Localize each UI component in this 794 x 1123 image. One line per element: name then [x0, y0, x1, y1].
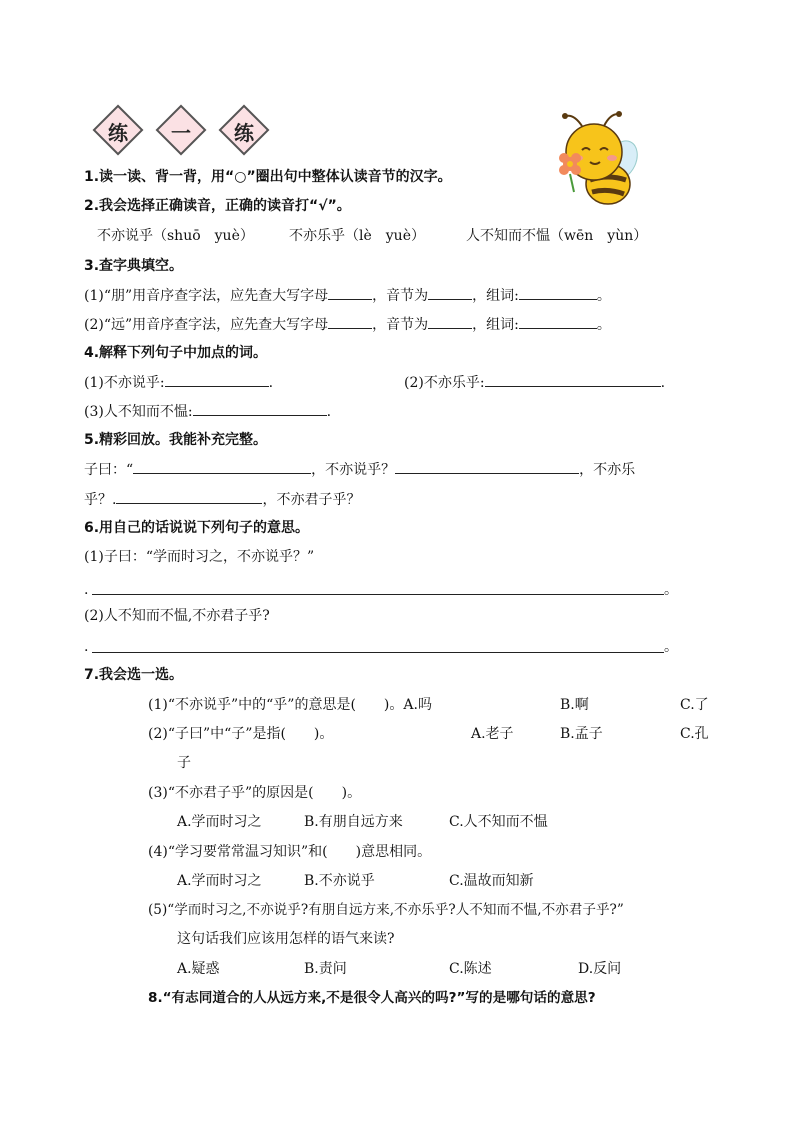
q4-item-3	[84, 401, 331, 422]
q7-5-opt-b: B.责问	[304, 961, 347, 977]
header-char-2: 一	[171, 121, 191, 145]
q7-title: 7.我会选一选。	[84, 667, 184, 683]
bee-icon	[548, 108, 644, 212]
q7-5-opt-c: C.陈述	[449, 961, 492, 977]
q5-2a: 乎？.	[84, 492, 117, 508]
q7-3-opt-b: B.有朋自远方来	[304, 814, 403, 830]
q7-3-opt-a: A.学而时习之	[177, 814, 262, 830]
q7-2-opt-a: A.老子	[471, 726, 514, 742]
q5-blank-2[interactable]	[395, 459, 579, 474]
q3-1-text: (1)“朋”用音序查字法，应先查大写字母	[84, 288, 329, 304]
q1-title: 1.读一读、背一背，用“○”圈出句中整体认读音节的汉字。	[84, 169, 452, 185]
q6-title: 6.用自己的话说说下列句子的意思。	[84, 520, 310, 536]
q5-2b: ，不亦君子乎？	[262, 492, 361, 508]
q3-2-end: 。	[596, 317, 611, 333]
q6-answer-line-2[interactable]	[92, 652, 664, 653]
q4-1-label: (1)不亦说乎:	[84, 375, 165, 391]
q3-2-blank-word[interactable]	[519, 314, 597, 329]
q7-item-5-cont: 这句话我们应该用怎样的语气来读?	[177, 931, 395, 947]
q4-3-blank[interactable]	[193, 401, 327, 416]
q5-1c: ，不亦乐	[579, 462, 636, 478]
q6-1-end: 。	[664, 582, 678, 598]
q6-item-2: (2)人不知而不愠,不亦君子乎?	[84, 608, 270, 624]
q3-1-blank-syllable[interactable]	[428, 285, 472, 300]
q5-1b: ，不亦说乎？	[311, 462, 396, 478]
q2-option-2: 不亦乐乎（lè yuè）	[289, 228, 425, 244]
q3-1-blank-word[interactable]	[519, 285, 597, 300]
q3-title: 3.查字典填空。	[84, 258, 184, 274]
q3-2-blank-syllable[interactable]	[428, 314, 472, 329]
q2-option-1: 不亦说乎（shuō yuè）	[97, 228, 254, 244]
q7-2-opt-b: B.孟子	[560, 726, 603, 742]
q4-1-blank[interactable]	[165, 372, 269, 387]
q7-1-opt-b: B.啊	[560, 697, 589, 713]
q3-item-2	[84, 314, 611, 335]
q7-5-opt-d: D.反问	[578, 961, 622, 977]
q3-2-mid2: ，组词:	[472, 317, 519, 333]
q2-option-3: 人不知而不愠（wēn yùn）	[466, 228, 648, 244]
q5-line-1	[84, 459, 635, 480]
q3-2-blank-letter[interactable]	[328, 314, 372, 329]
q7-item-5: (5)“学而时习之,不亦说乎?有朋自远方来,不亦乐乎?人不知而不愠,不亦君子乎?”	[148, 902, 624, 918]
q5-title: 5.精彩回放。我能补充完整。	[84, 432, 268, 448]
q7-4-opt-b: B.不亦说乎	[304, 873, 375, 889]
q4-1-dot: .	[268, 375, 274, 391]
q7-4-opt-a: A.学而时习之	[177, 873, 262, 889]
q2-title: 2.我会选择正确读音，正确的读音打“√”。	[84, 198, 351, 214]
q6-answer-line-1[interactable]	[92, 594, 664, 595]
q7-1-opt-c: C.了	[680, 697, 709, 713]
q4-2-blank[interactable]	[485, 372, 661, 387]
q3-item-1	[84, 285, 611, 306]
q7-item-3: (3)“不亦君子乎”的原因是( )。	[148, 785, 362, 801]
q6-1-dot: .	[84, 582, 89, 598]
q7-2-opt-c-cont: 子	[177, 755, 191, 771]
header-char-3: 练	[234, 121, 254, 145]
q4-3-label: (3)人不知而不愠:	[84, 404, 193, 420]
q4-title: 4.解释下列句子中加点的词。	[84, 345, 268, 361]
q7-item-2: (2)“子曰”中“子”是指( )。	[148, 726, 334, 742]
q5-blank-1[interactable]	[133, 459, 311, 474]
q4-2-label: (2)不亦乐乎:	[404, 375, 485, 391]
q4-2-dot: .	[660, 375, 666, 391]
q6-2-dot: .	[84, 639, 89, 655]
q3-1-mid2: ，组词:	[472, 288, 519, 304]
q7-2-opt-c: C.孔	[680, 726, 709, 742]
q4-3-dot: .	[326, 404, 332, 420]
q4-item-1	[84, 372, 273, 393]
header-char-1: 练	[108, 121, 128, 145]
q5-blank-3[interactable]	[116, 489, 262, 504]
q7-item-4: (4)“学习要常常温习知识”和( )意思相同。	[148, 844, 432, 860]
q3-2-text: (2)“远”用音序查字法，应先查大写字母	[84, 317, 329, 333]
q7-item-1: (1)“不亦说乎”中的“乎”的意思是( )。A.吗	[148, 697, 432, 713]
q7-3-opt-c: C.人不知而不愠	[449, 814, 548, 830]
q8-title: 8.“有志同道合的人从远方来,不是很令人高兴的吗?”写的是哪句话的意思?	[148, 990, 596, 1006]
q6-item-1: (1)子曰：“学而时习之，不亦说乎？”	[84, 549, 315, 565]
q3-2-mid1: ，音节为	[372, 317, 429, 333]
q3-1-end: 。	[596, 288, 611, 304]
q5-1a: 子曰：“	[84, 462, 134, 478]
q3-1-mid1: ，音节为	[372, 288, 429, 304]
q4-item-2	[404, 372, 665, 393]
q3-1-blank-letter[interactable]	[328, 285, 372, 300]
q7-4-opt-c: C.温故而知新	[449, 873, 534, 889]
q5-line-2	[84, 489, 360, 510]
q6-2-end: 。	[664, 639, 678, 655]
q7-5-opt-a: A.疑惑	[177, 961, 220, 977]
